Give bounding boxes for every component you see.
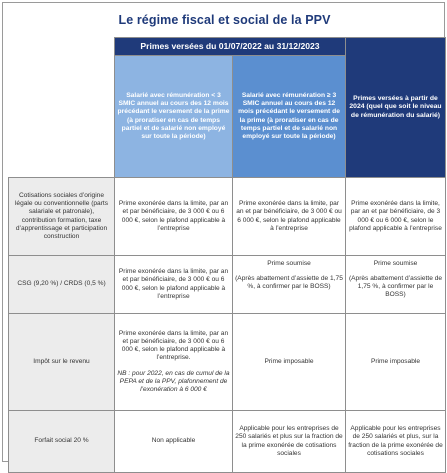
cell-csg-above-sub: (Après abattement d’assiette de 1,75 %, à confirmer par le BOSS) — [235, 275, 343, 291]
row-label-forfait-social: Forfait social 20 % — [9, 411, 115, 473]
cell-forfait-2024: Applicable pour les entreprises de 250 salariés et plus, sur la fraction de la prime exonérée de cotisations sociales — [346, 411, 446, 473]
cell-impot-below-note: NB : pour 2022, en cas de cumul de la PEPA et de la PPV, plafonnement de l’exonération à 6 000 € — [117, 369, 230, 393]
document-frame — [2, 2, 445, 462]
header-row-band — [9, 38, 446, 56]
row-label-csg-crds: CSG (9,20 %) / CRDS (0,5 %) — [9, 256, 115, 314]
table-row — [9, 178, 446, 256]
table-row — [9, 411, 446, 473]
cell-cotisations-2024: Prime exonérée dans la limite, par an et par bénéficiaire, de 3 000 € ou 6 000 €, selon le plafond applicable à l’entreprise — [346, 178, 446, 256]
header-period-band: Primes versées du 01/07/2022 au 31/12/2023 — [115, 38, 346, 56]
header-from-2024: Primes versées à partir de 2024 (quel que soit le niveau de rémunération du salarié) — [346, 38, 446, 178]
row-label-cotisations: Cotisations sociales d’origine légale ou conventionnelle (parts salariale et patronale), contribution formation, taxe d’apprentissage et participation construction — [9, 178, 115, 256]
header-below-3-smic: Salarié avec rémunération < 3 SMIC annuel au cours des 12 mois précédant le versement de la prime (à proratiser en cas de temps partiel et de salarié non employé sur toute la période) — [115, 56, 233, 178]
cell-csg-above — [233, 256, 346, 314]
page-title: Le régime fiscal et social de la PPV — [118, 13, 331, 27]
cell-cotisations-below: Prime exonérée dans la limite, par an et par bénéficiaire, de 3 000 € ou 6 000 €, selon le plafond applicable à l’entreprise — [115, 178, 233, 256]
cell-cotisations-above: Prime exonérée dans la limite, par an et par bénéficiaire, de 3 000 € ou 6 000 €, selon le plafond applicable à l’entreprise — [233, 178, 346, 256]
header-above-3-smic: Salarié avec rémunération ≥ 3 SMIC annuel au cours des 12 mois précédant le versement de la prime (à proratiser en cas de temps partiel et de salarié non employé sur toute la période) — [233, 56, 346, 178]
cell-csg-2024-main: Prime soumise — [373, 260, 418, 267]
cell-csg-2024 — [346, 256, 446, 314]
tax-social-regime-table — [8, 37, 446, 473]
cell-csg-below: Prime exonérée dans la limite, par an et par bénéficiaire, de 3 000 € ou 6 000 €, selon le plafond applicable à l’entreprise — [115, 256, 233, 314]
table-row — [9, 256, 446, 314]
row-label-impot: Impôt sur le revenu — [9, 314, 115, 411]
cell-impot-below-main: Prime exonérée dans la limite, par an et par bénéficiaire, de 3 000 € ou 6 000 €, selon le plafond applicable à l’entreprise. — [118, 330, 229, 362]
header-empty-cell — [9, 38, 115, 178]
cell-impot-2024: Prime imposable — [346, 314, 446, 411]
cell-forfait-below: Non applicable — [115, 411, 233, 473]
cell-impot-above: Prime imposable — [233, 314, 346, 411]
cell-forfait-above: Applicable pour les entreprises de 250 salariés et plus sur la fraction de la prime exonérée de cotisations sociales — [233, 411, 346, 473]
cell-impot-below — [115, 314, 233, 411]
table-row — [9, 314, 446, 411]
cell-csg-above-main: Prime soumise — [267, 260, 311, 267]
cell-csg-2024-sub: (Après abattement d’assiette de 1,75 %, à confirmer par le BOSS) — [348, 275, 443, 299]
